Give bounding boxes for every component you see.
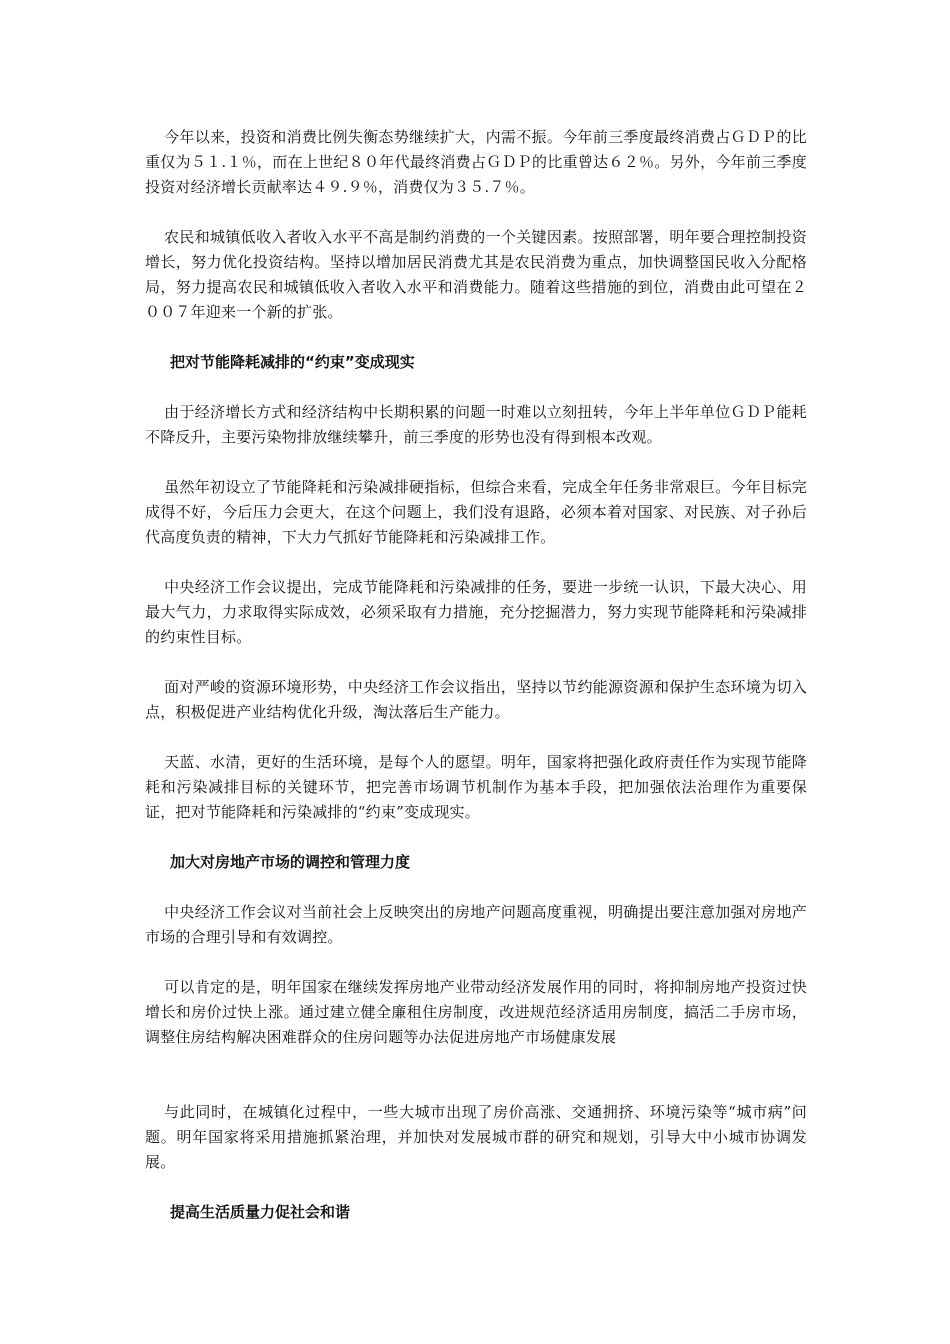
paragraph-spacer <box>145 650 807 675</box>
paragraph-real-estate-attention: 中央经济工作会议对当前社会上反映突出的房地产问题高度重视，明确提出要注意加强对房地产市场的合理引导和有效调控。 <box>145 903 807 946</box>
paragraph-spacer <box>145 725 807 750</box>
paragraph-spacer <box>145 325 807 350</box>
paragraph-spacer <box>145 450 807 475</box>
paragraph-spacer <box>145 550 807 575</box>
paragraph-spacer <box>145 950 807 975</box>
paragraph-blue-sky: 天蓝、水清，更好的生活环境，是每个人的愿望。明年，国家将把强化政府责任作为实现节能降耗和污染减排目标的关键环节，把完善市场调节机制作为基本手段，把加强依法治理作为重要保证，把对节能降耗和污染减排的“约束”变成现实。 <box>145 753 807 821</box>
paragraph-consumption-imbalance: 今年以来，投资和消费比例失衡态势继续扩大，内需不振。今年前三季度最终消费占ＧＤＰ的比重仅为５１.１％，而在上世纪８０年代最终消费占ＧＤＰ的比重曾达６２％。另外，今年前三季度投资对经济增长贡献率达４９.９％，消费仅为３５.７％。 <box>145 128 807 196</box>
document-body <box>145 125 807 1225</box>
paragraph-spacer <box>145 200 807 225</box>
paragraph-spacer <box>145 375 807 400</box>
paragraph-income-consumption: 农民和城镇低收入者收入水平不高是制约消费的一个关键因素。按照部署，明年要合理控制投资增长，努力优化投资结构。坚持以增加居民消费尤其是农民消费为重点，加快调整国民收入分配格局，努力提高农民和城镇低收入者收入水平和消费能力。随着这些措施的到位，消费由此可望在２００７年迎来一个新的扩张。 <box>145 228 807 321</box>
paragraph-spacer <box>145 1050 807 1100</box>
section-heading-quality-of-life: 提高生活质量力促社会和谐 <box>170 1203 351 1221</box>
paragraph-spacer <box>145 875 807 900</box>
paragraph-spacer <box>145 1175 807 1200</box>
paragraph-resource-environment: 面对严峻的资源环境形势，中央经济工作会议指出，坚持以节约能源资源和保护生态环境为切入点，积极促进产业结构优化升级，淘汰落后生产能力。 <box>145 678 807 721</box>
paragraph-spacer <box>145 825 807 850</box>
paragraph-energy-consumption: 由于经济增长方式和经济结构中长期积累的问题一时难以立刻扭转，今年上半年单位ＧＤＰ能耗不降反升，主要污染物排放继续攀升，前三季度的形势也没有得到根本改观。 <box>145 403 807 446</box>
section-heading-real-estate: 加大对房地产市场的调控和管理力度 <box>170 853 411 871</box>
paragraph-housing-measures: 可以肯定的是，明年国家在继续发挥房地产业带动经济发展作用的同时，将抑制房地产投资过快增长和房价过快上涨。通过建立健全廉租住房制度，改进规范经济适用房制度，搞活二手房市场，调整住房结构解决困难群众的住房问题等办法促进房地产市场健康发展 <box>145 978 807 1046</box>
paragraph-hard-targets: 虽然年初设立了节能降耗和污染减排硬指标，但综合来看，完成全年任务非常艰巨。今年目标完成得不好，今后压力会更大，在这个问题上，我们没有退路，必须本着对国家、对民族、对子孙后代高度负责的精神，下大力气抓好节能降耗和污染减排工作。 <box>145 478 807 546</box>
paragraph-urbanization: 与此同时，在城镇化过程中，一些大城市出现了房价高涨、交通拥挤、环境污染等“城市病”问题。明年国家将采用措施抓紧治理，并加快对发展城市群的研究和规划，引导大中小城市协调发展。 <box>145 1103 807 1171</box>
paragraph-conference-proposal: 中央经济工作会议提出，完成节能降耗和污染减排的任务，要进一步统一认识，下最大决心、用最大气力，力求取得实际成效，必须采取有力措施，充分挖掘潜力，努力实现节能降耗和污染减排的约束性目标。 <box>145 578 807 646</box>
section-heading-energy-saving: 把对节能降耗减排的“约束”变成现实 <box>170 353 415 371</box>
